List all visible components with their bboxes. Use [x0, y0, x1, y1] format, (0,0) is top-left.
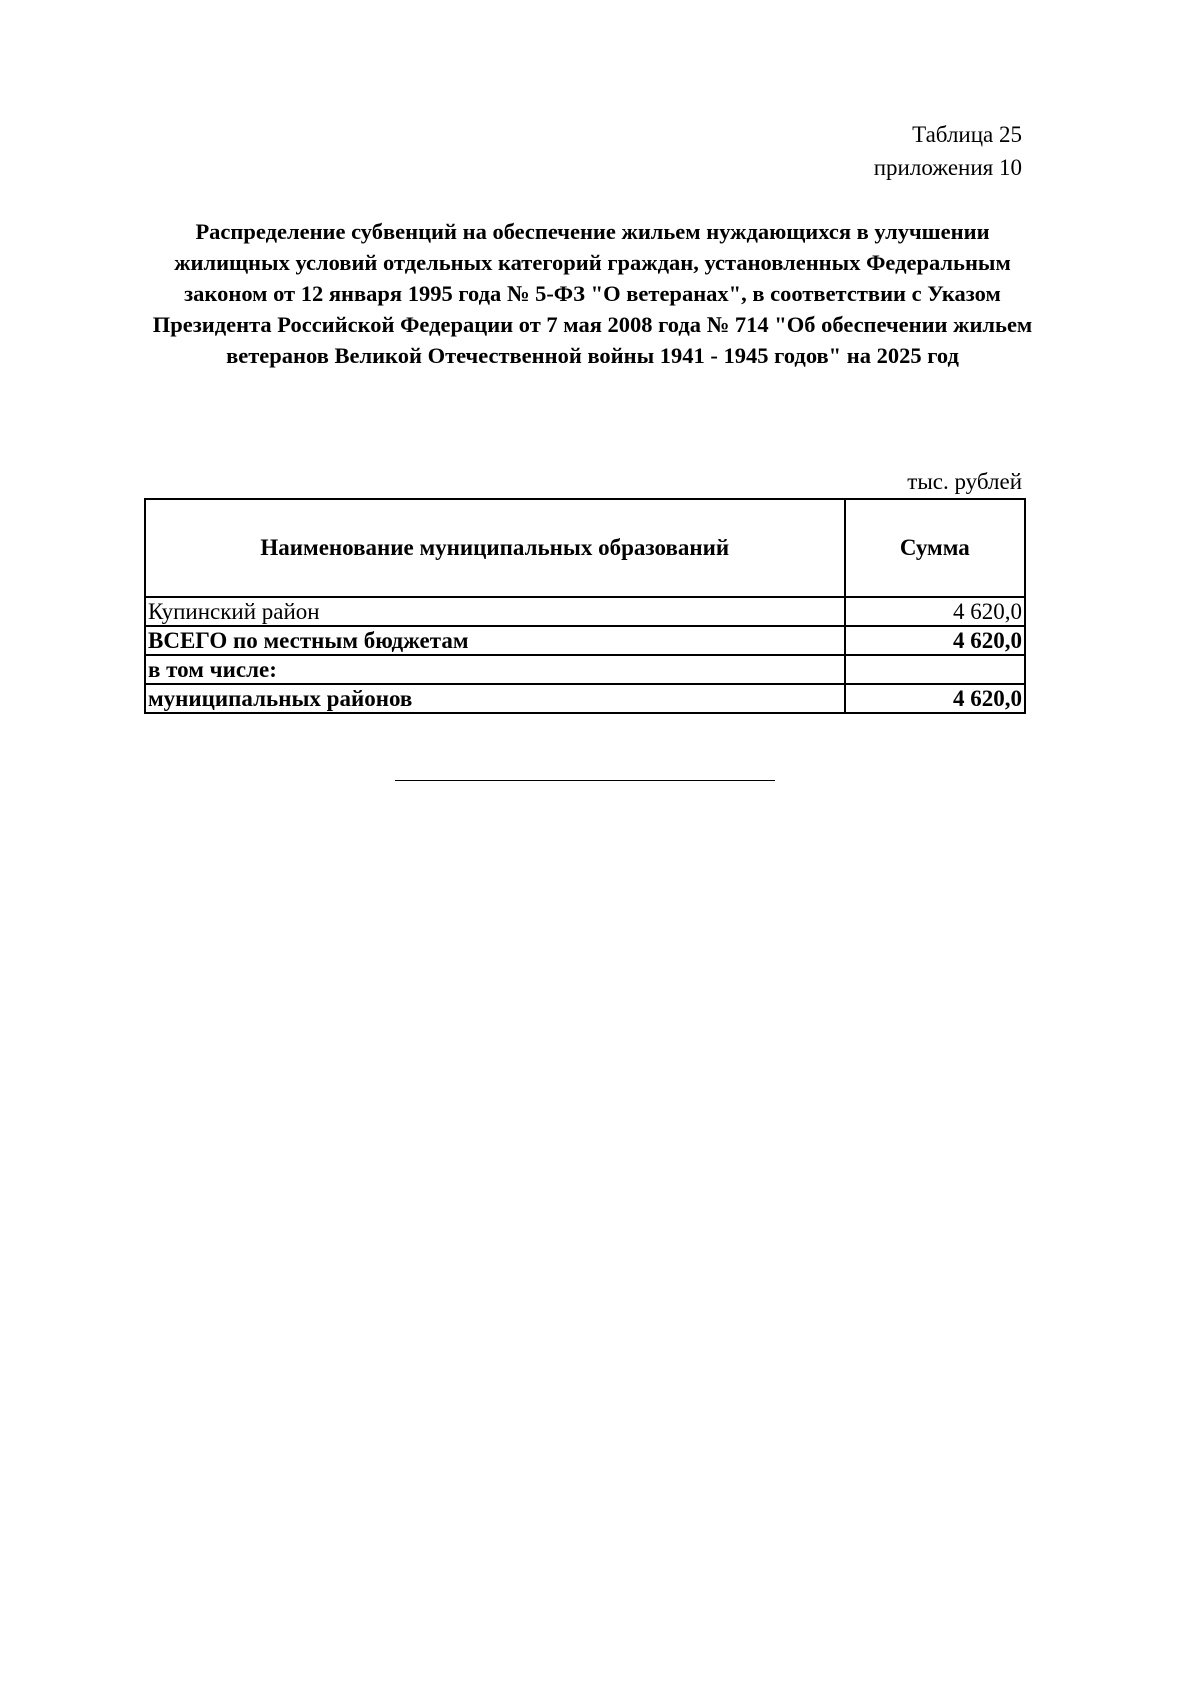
table-header-row [145, 499, 1025, 597]
header-sum: Сумма [845, 499, 1025, 597]
document-title: Распределение субвенций на обеспечение жильем нуждающихся в улучшении жилищных условий отдельных категорий граждан, установленных Федеральным законом от 12 января 1995 года № 5-ФЗ "О ветеранах", в соответствии с Указом Президента Российской Федерации от 7 мая 2008 года № 714 "Об обеспечении жильем ветеранов Великой Отечественной войны 1941 - 1945 годов" на 2025 год [152, 219, 1033, 368]
cell-sum [845, 655, 1025, 684]
table-number: Таблица 25 [912, 122, 1022, 147]
cell-sum: 4 620,0 [845, 597, 1025, 626]
subvention-table [144, 498, 1026, 714]
appendix-note [874, 118, 1022, 184]
cell-municipality-name: Купинский район [145, 597, 845, 626]
table-row [145, 597, 1025, 626]
units-label: тыс. рублей [907, 469, 1022, 494]
table-row-districts [145, 684, 1025, 713]
cell-sum: 4 620,0 [845, 684, 1025, 713]
cell-municipality-name: в том числе: [145, 655, 845, 684]
cell-sum: 4 620,0 [845, 626, 1025, 655]
table-row-total [145, 626, 1025, 655]
closing-divider [395, 780, 775, 781]
cell-municipality-name: муниципальных районов [145, 684, 845, 713]
cell-municipality-name: ВСЕГО по местным бюджетам [145, 626, 845, 655]
header-municipality-name: Наименование муниципальных образований [145, 499, 845, 597]
appendix-number: приложения 10 [873, 155, 1022, 180]
table-row-including [145, 655, 1025, 684]
